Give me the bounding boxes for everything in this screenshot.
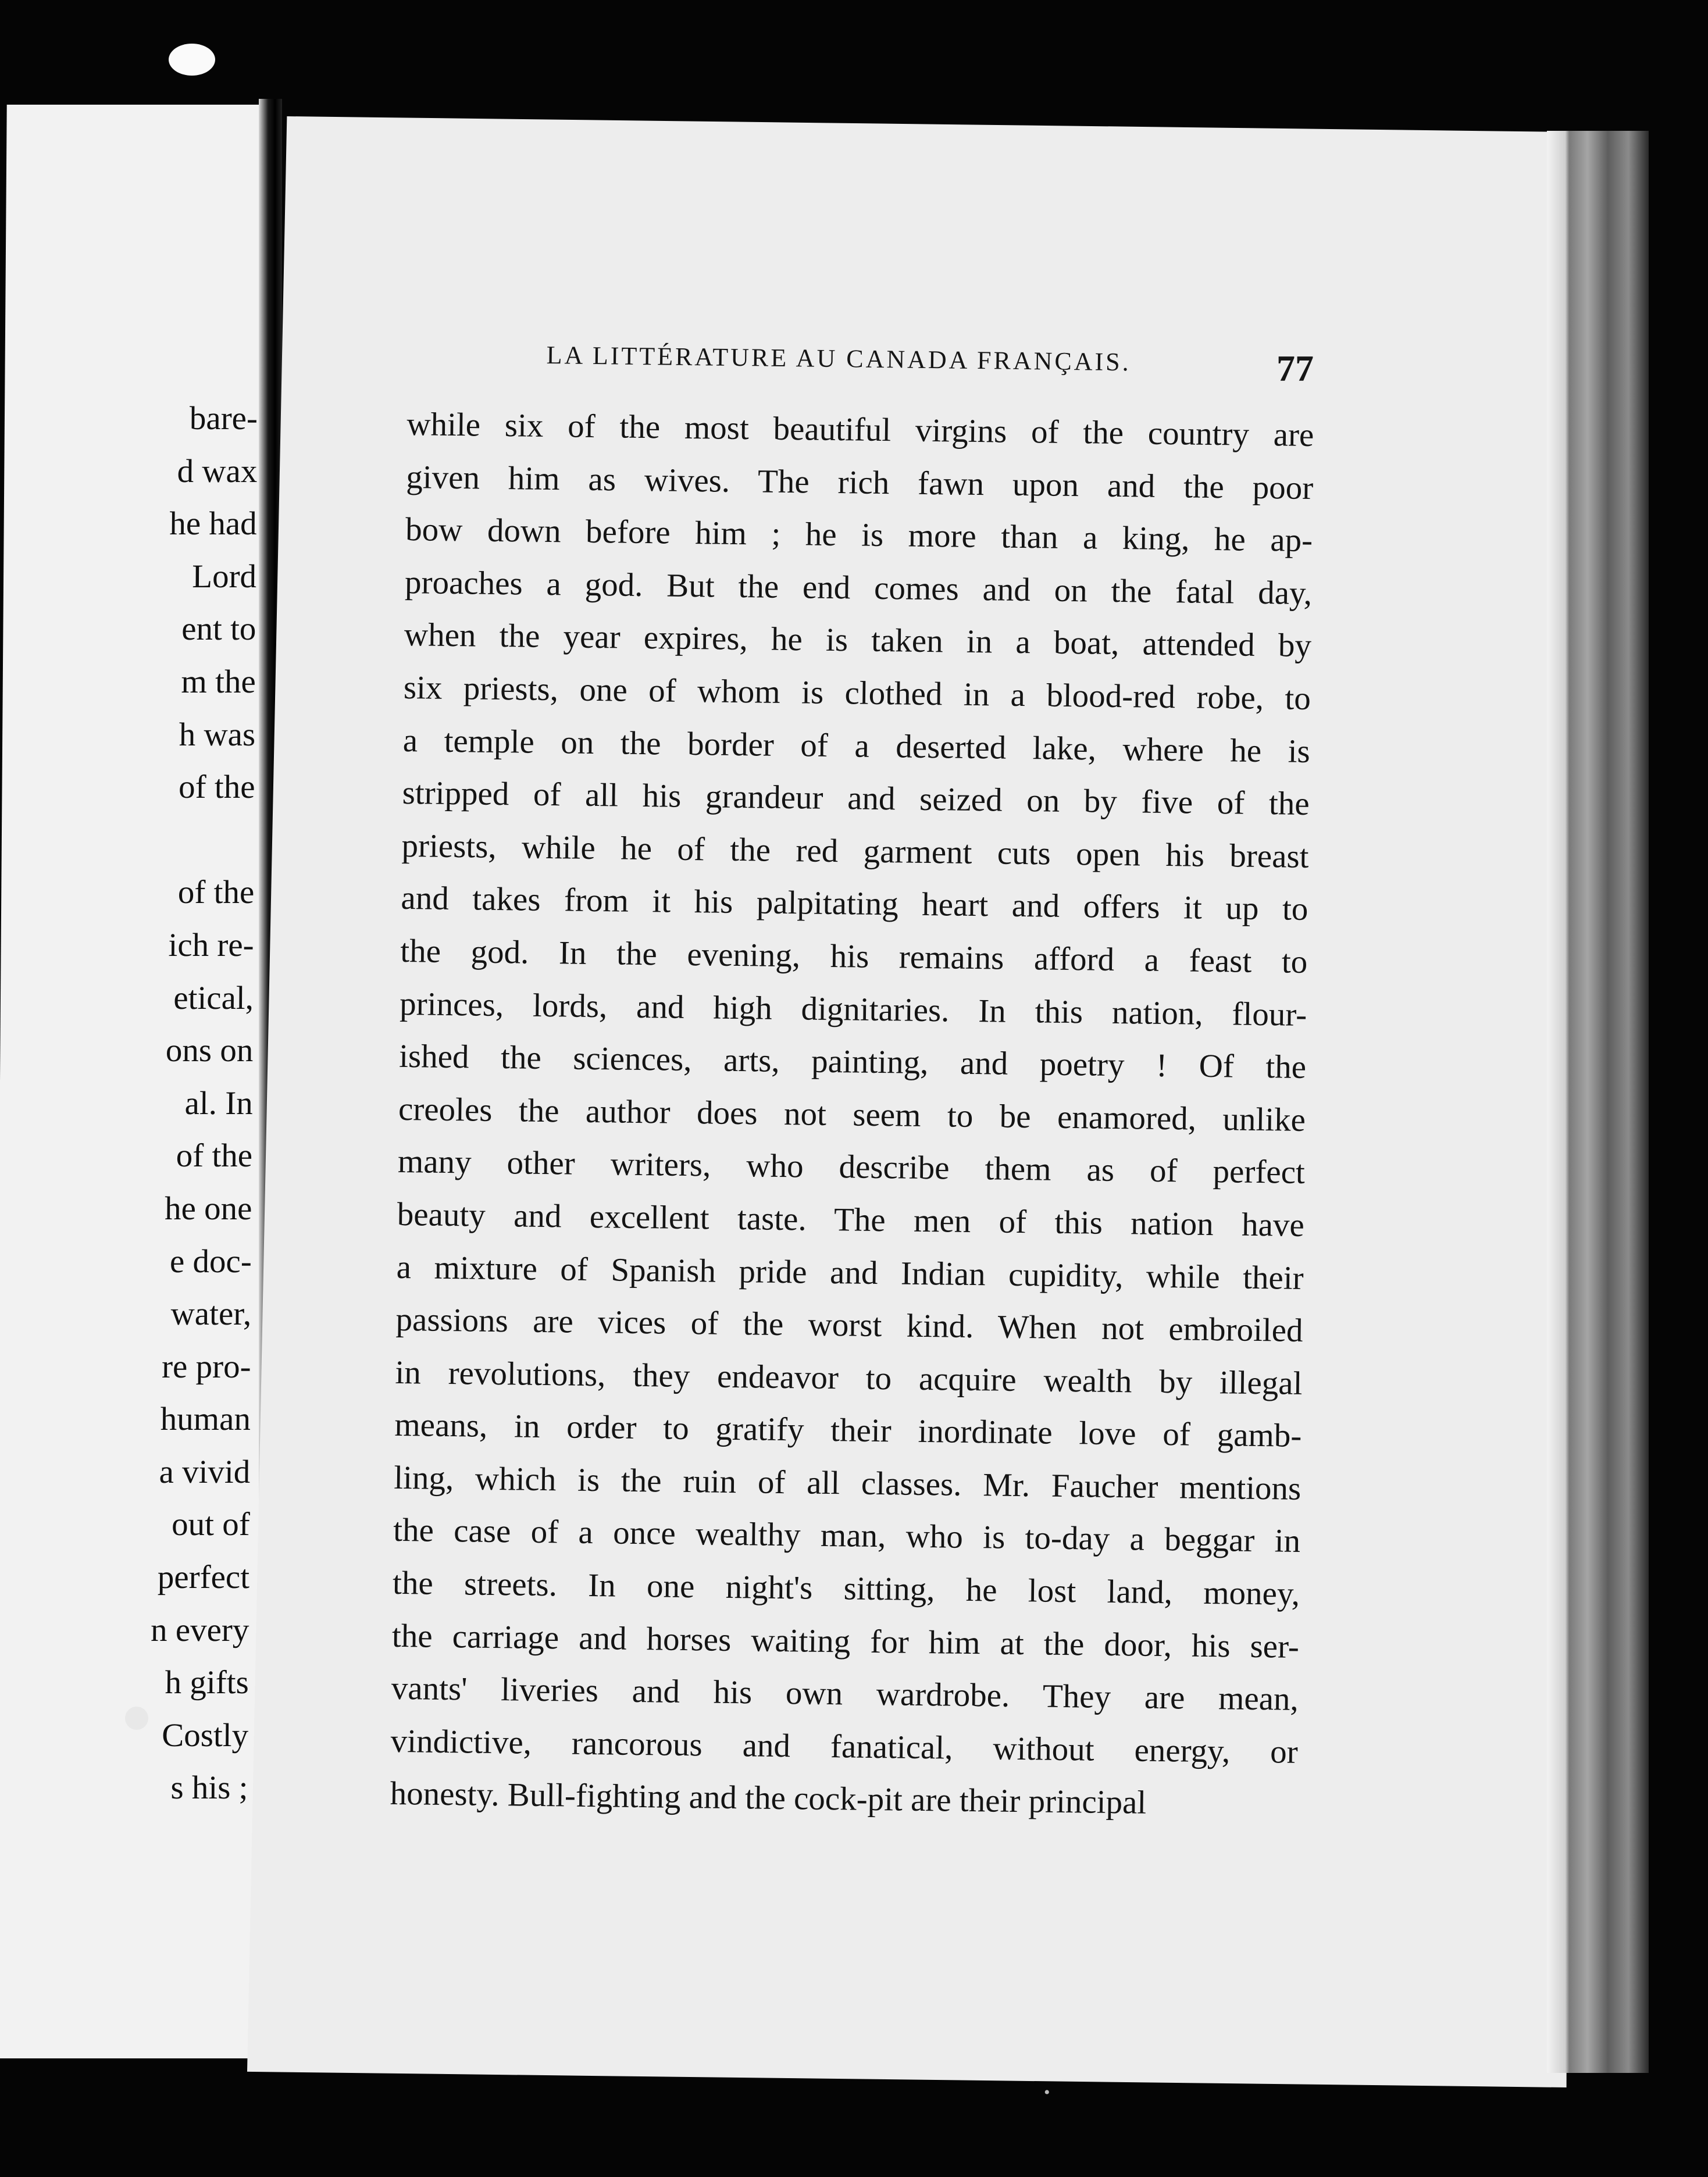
page-block-edge bbox=[1547, 131, 1649, 2073]
text-line: means, in order to gratify their inordinate love of gamb- bbox=[394, 1407, 1302, 1455]
left-line: out of bbox=[171, 1506, 250, 1543]
text-line: given him as wives. The rich fawn upon and the poor bbox=[405, 458, 1314, 506]
left-line: of the bbox=[178, 769, 255, 806]
left-line: h was bbox=[179, 716, 256, 753]
text-line: six priests, one of whom is clothed in a blood-red robe, to bbox=[403, 669, 1311, 717]
left-line: ons on bbox=[165, 1032, 254, 1069]
text-line: proaches a god. But the end comes and on the fatal day, bbox=[404, 563, 1313, 612]
left-line: human bbox=[160, 1401, 251, 1438]
text-line: stripped of all his grandeur and seized on by five of the bbox=[402, 775, 1310, 823]
left-line: of the bbox=[177, 874, 255, 911]
left-line: he had bbox=[169, 505, 257, 543]
text-line: a temple on the border of a deserted lake, where he is bbox=[402, 722, 1311, 770]
left-line: e doc- bbox=[169, 1243, 252, 1280]
left-line: al. In bbox=[184, 1084, 253, 1122]
text-line: creoles the author does not seem to be enamored, unlike bbox=[398, 1090, 1306, 1139]
text-line: the god. In the evening, his remains afford a feast to bbox=[400, 932, 1308, 980]
text-line: priests, while he of the red garment cuts open his breast bbox=[401, 827, 1309, 875]
text-line: and takes from it his palpitating heart and offers it up to bbox=[401, 880, 1308, 928]
text-line: while six of the most beautiful virgins of the country are bbox=[407, 405, 1314, 454]
left-line: Costly bbox=[162, 1716, 249, 1754]
left-page bbox=[0, 105, 272, 2058]
left-line: re pro- bbox=[161, 1348, 251, 1385]
text-line: the carriage and horses waiting for him at the door, his ser- bbox=[391, 1617, 1300, 1665]
text-line: when the year expires, he is taken in a boat, attended by bbox=[404, 616, 1312, 665]
left-line: m the bbox=[181, 663, 256, 700]
left-line: s his ; bbox=[170, 1769, 248, 1807]
text-line: ished the sciences, arts, painting, and poetry ! Of the bbox=[398, 1038, 1307, 1086]
text-line: beauty and excellent taste. The men of this nation have bbox=[397, 1195, 1305, 1244]
body-text bbox=[390, 398, 1314, 1832]
text-line: in revolutions, they endeavor to acquire wealth by illegal bbox=[395, 1354, 1303, 1402]
text-line: vindictive, rancorous and fanatical, without energy, or bbox=[390, 1722, 1299, 1771]
left-line bbox=[156, 814, 255, 867]
text-line: ling, which is the ruin of all classes. Mr. Faucher mentions bbox=[393, 1459, 1301, 1507]
page-number: 77 bbox=[1276, 348, 1314, 389]
text-line: a mixture of Spanish pride and Indian cupidity, while their bbox=[396, 1248, 1304, 1297]
left-line: he one bbox=[164, 1190, 252, 1227]
text-line: many other writers, who describe them as of perfect bbox=[397, 1143, 1306, 1191]
left-line: etical, bbox=[173, 979, 254, 1016]
left-line: ich re- bbox=[168, 926, 254, 963]
left-line: h gifts bbox=[165, 1664, 249, 1701]
left-line: d wax bbox=[177, 452, 258, 490]
text-line: the streets. In one night's sitting, he lost land, money, bbox=[392, 1564, 1300, 1612]
text-line: honesty. Bull-fighting and the cock-pit are their principal bbox=[390, 1775, 1147, 1822]
text-line: the case of a once wealthy man, who is to-day a beggar in bbox=[393, 1512, 1301, 1560]
text-line: vants' liveries and his own wardrobe. They are mean, bbox=[391, 1670, 1299, 1718]
left-line: ent to bbox=[181, 611, 256, 648]
scan-dust bbox=[169, 44, 215, 76]
text-line: princes, lords, and high dignitaries. In this nation, flour- bbox=[399, 985, 1307, 1033]
running-head: LA LITTÉRATURE AU CANADA FRANÇAIS. bbox=[546, 340, 1131, 377]
text-line: bow down before him ; he is more than a king, he ap- bbox=[405, 511, 1313, 559]
scan-dust bbox=[125, 1707, 148, 1730]
scan-mark: • bbox=[1044, 2083, 1050, 2102]
left-line: n every bbox=[150, 1611, 249, 1648]
left-page-text bbox=[149, 392, 258, 1815]
left-line: perfect bbox=[157, 1559, 250, 1596]
left-line: a vivid bbox=[159, 1453, 251, 1490]
left-line: of the bbox=[176, 1137, 253, 1175]
left-line: bare- bbox=[189, 400, 258, 437]
left-line: water, bbox=[170, 1296, 252, 1333]
text-line: passions are vices of the worst kind. When not embroiled bbox=[395, 1301, 1303, 1350]
left-line: Lord bbox=[192, 558, 257, 595]
